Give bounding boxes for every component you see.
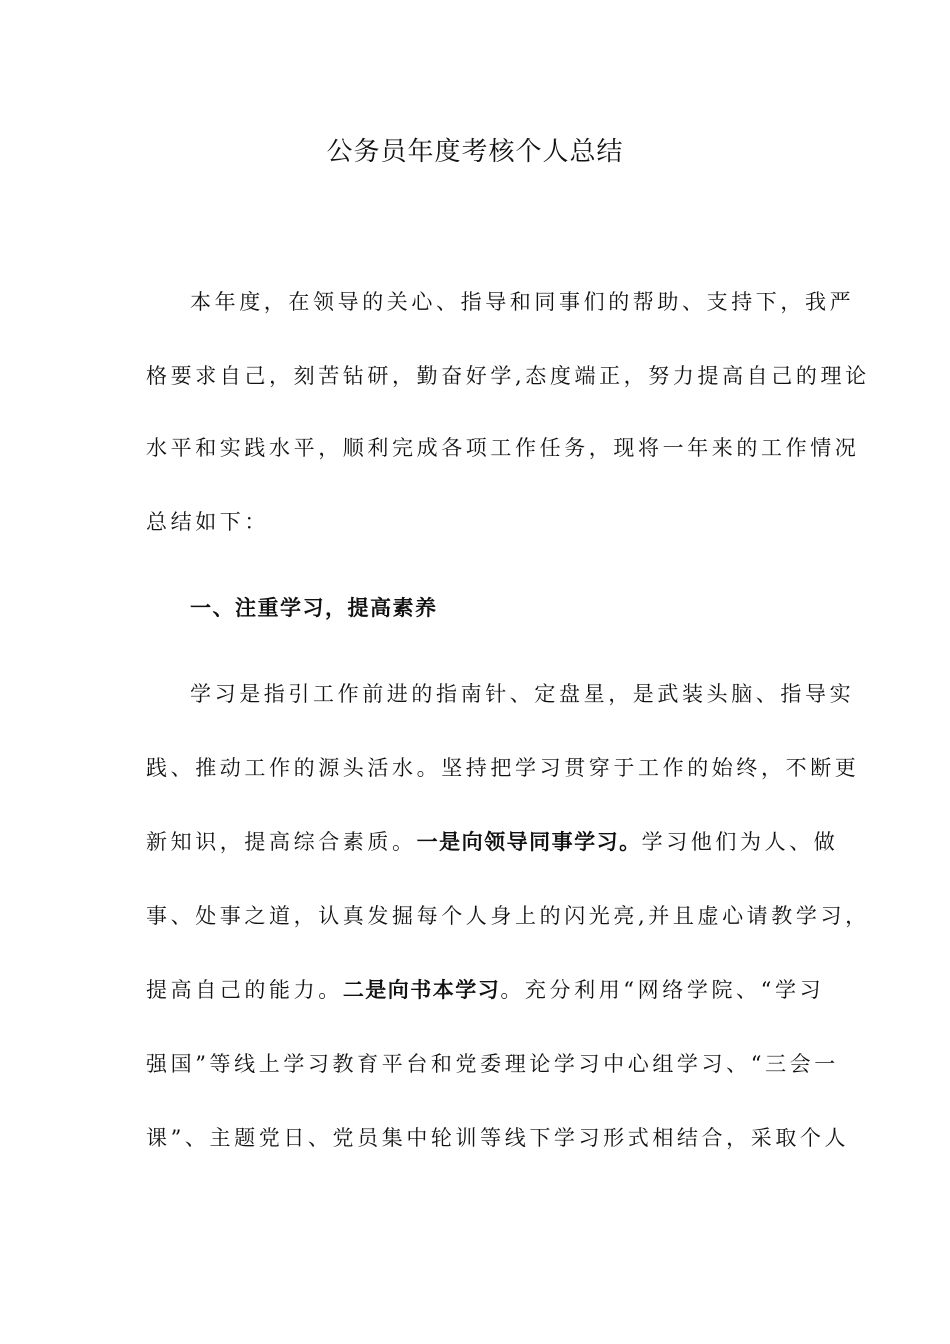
text-run: 提高自己的能力。 <box>146 978 343 1002</box>
section-heading: 一、注重学习，提高素养 <box>190 596 438 620</box>
intro-line-3: 水平和实践水平，顺利完成各项工作任务，现将一年来的工作情况 <box>146 436 860 460</box>
bold-emphasis: 二是向书本学习 <box>342 978 501 1002</box>
section-paragraph-line-3 <box>146 826 838 858</box>
document-title: 公务员年度考核个人总结 <box>326 137 624 167</box>
text-run: 学习他们为人、做 <box>641 830 839 854</box>
bold-emphasis: 一是向领导同事学习。 <box>416 830 642 854</box>
section-paragraph-line-7: 课”、主题党日、党员集中轮训等线下学习形式相结合，采取个人 <box>146 1126 850 1150</box>
intro-line-2: 格要求自己，刻苦钻研，勤奋好学,态度端正，努力提高自己的理论 <box>146 364 870 388</box>
text-run: 新知识，提高综合素质。 <box>146 830 417 854</box>
section-paragraph-line-2: 践、推动工作的源头活水。坚持把学习贯穿于工作的始终，不断更 <box>146 756 860 780</box>
section-paragraph-line-5 <box>146 974 824 1006</box>
intro-line-1: 本年度，在领导的关心、指导和同事们的帮助、支持下，我严 <box>190 290 855 314</box>
section-paragraph-line-6: 强国”等线上学习教育平台和党委理论学习中心组学习、“三会一 <box>146 1052 839 1076</box>
text-run: 。充分利用“网络学院、“学习 <box>500 978 825 1002</box>
section-paragraph-line-4: 事、处事之道，认真发掘每个人身上的闪光亮,并且虚心请教学习， <box>146 904 870 928</box>
section-paragraph-line-1: 学习是指引工作前进的指南针、定盘星，是武装头脑、指导实 <box>190 682 855 706</box>
intro-line-4: 总结如下： <box>146 510 269 534</box>
